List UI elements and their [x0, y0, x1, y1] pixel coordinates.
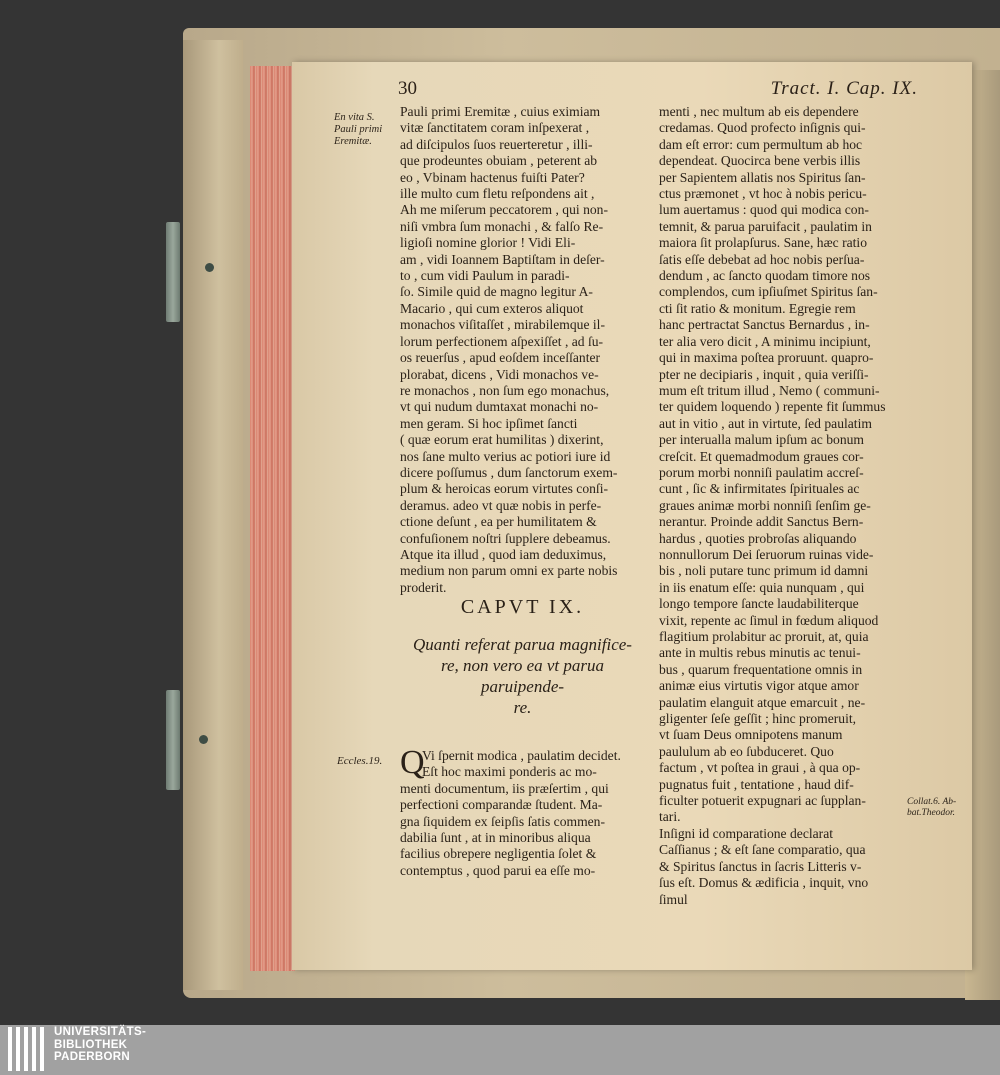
text-line: dicere poſſumus , dum ſanctorum exem-	[400, 464, 618, 480]
text-line: deramus. adeo vt quæ nobis in perfe-	[400, 497, 602, 513]
text-line: monachos viſitaſſet , mirabilemque il-	[400, 317, 605, 333]
text-line: temnit, & parua paruifacit , paulatim in	[659, 218, 872, 234]
text-line: ligioſi nomine glorior ! Vidi Eli-	[400, 235, 576, 251]
footer-bar	[0, 1025, 1000, 1075]
stud-lower	[199, 735, 208, 744]
text-line: hardus , quoties probroſas aliquando	[659, 530, 857, 546]
text-line: maiora ſit prolapſurus. Sane, hæc ratio	[659, 235, 868, 251]
library-logo-text	[54, 1026, 146, 1064]
text-line: paululum ab eo ſubduceret. Quo	[659, 743, 834, 759]
text-line: ( quæ eorum erat humilitas ) dixerint,	[400, 432, 604, 448]
text-line: factum , vt poſtea in graui , à qua op-	[659, 760, 861, 776]
text-line: lum auertamus : quod qui modica con-	[659, 202, 869, 218]
text-line: eo , Vbinam hactenus fuiſti Pater?	[400, 169, 585, 185]
running-title: Tract. I. Cap. IX.	[770, 78, 918, 99]
text-line: animæ eius virtutis vigor atque amor	[659, 678, 859, 694]
text-line: ſimul	[659, 891, 688, 907]
text-line: gna ſiquidem ex ſeipſis ſatis commen-	[400, 813, 605, 829]
text-line: pter ne decipiaris , inquit , quia veriſſi-	[659, 366, 869, 382]
text-line: cti ſit ratio & monitum. Egregie rem	[659, 300, 856, 316]
text-line: men geram. Si hoc ipſimet ſancti	[400, 415, 578, 431]
text-line: & Spiritus ſanctus in ſacris Litteris v-	[659, 858, 862, 874]
text-line: flagitium prolabitur ac proruit, at, quia	[659, 629, 869, 644]
page-edges	[250, 66, 295, 971]
text-line: ſus eſt. Domus & ædificia , inquit, vno	[659, 875, 869, 891]
subtitle-line: Quanti referat parua magnifice-	[413, 635, 632, 654]
text-line: ficulter potuerit expugnari ac ſupplan-	[659, 793, 866, 809]
text-line: Pauli primi Eremitæ , cuius eximiam	[400, 104, 601, 119]
text-line: longo tempore ſancte laudabiliterque	[659, 596, 859, 612]
margin-note-eccles: Eccles.19.	[337, 755, 383, 767]
text-line: hanc pertractat Sanctus Bernardus , in-	[659, 317, 870, 333]
text-line: Eſt hoc maximi ponderis ac mo-	[422, 764, 597, 780]
margin-note-line: Eremitæ.	[334, 136, 372, 147]
text-line: ſatis eſſe debebat ad hoc nobis perſua-	[659, 251, 865, 267]
text-line: que prodeuntes obuiam , peterent ab	[400, 153, 598, 169]
text-line: mum eſt tritum illud , Nemo ( communi-	[659, 382, 880, 398]
text-line: dependeat. Quocirca bene verbis illis	[659, 153, 861, 169]
text-line: ctione deſunt , ea per humilitatem &	[400, 514, 597, 530]
text-line: cunt , ſic & infirmitates ſpirituales ac	[659, 481, 860, 497]
margin-note-line: Pauli primi	[334, 124, 383, 135]
text-line: nos ſane multo verius ac potiori iure id	[400, 448, 611, 464]
logo-line: PADERBORN	[54, 1051, 130, 1063]
library-logo-icon	[8, 1027, 46, 1071]
text-line: re monachos , non ſum ego monachus,	[400, 382, 610, 398]
text-line: nerantur. Proinde addit Sanctus Bern-	[659, 514, 864, 530]
text-line: Caſſianus ; & eſt ſane comparatio, qua	[659, 842, 866, 858]
text-line: per Sapientem allatis nos Spiritus ſan-	[659, 169, 866, 185]
text-line: Vi ſpernit modica , paulatim decidet.	[422, 748, 621, 763]
drop-capital: Q	[400, 744, 425, 781]
text-line: confuſionem noſtri ſupplere debeamus.	[400, 530, 611, 546]
text-line: Ah me miſerum peccatorem , qui non-	[400, 202, 608, 218]
clasp-lower	[166, 690, 180, 790]
text-line: complendos, cum ipſiuſmet Spiritus ſan-	[659, 284, 878, 300]
text-line: ctus præmonet , vt hoc à nobis pericu-	[659, 186, 867, 202]
text-line: aut in vitio , aut in virtute, ſed paulatim	[659, 415, 872, 431]
text-line: Atque ita illud , quod iam deduximus,	[400, 546, 607, 562]
text-line: perfectioni comparandæ ſtudent. Ma-	[400, 797, 603, 813]
text-line: creſcit. Et quemadmodum graues cor-	[659, 448, 864, 464]
clasp-upper	[166, 222, 180, 322]
text-line: contemptus , quod parui ea eſſe mo-	[400, 862, 596, 878]
text-line: am , vidi Ioannem Baptiſtam in deſer-	[400, 251, 605, 267]
page-header	[398, 78, 918, 102]
text-line: ter alia vero dicit , A minimu incipiunt,	[659, 333, 871, 349]
stud-upper	[205, 263, 214, 272]
text-line: dabilia ſunt , at in minoribus aliqua	[400, 830, 591, 846]
margin-note-collat	[907, 797, 956, 819]
logo-line: BIBLIOTHEK	[54, 1038, 128, 1051]
text-line: ille multo cum fletu reſpondens ait ,	[400, 186, 595, 202]
text-line: medium non parum omni ex parte nobis	[400, 563, 618, 579]
page-number: 30	[398, 78, 417, 99]
text-line: lorum perfectionem aſpexiſſet , ad ſu-	[400, 333, 604, 349]
text-line: Inſigni id comparatione declarat	[659, 825, 834, 841]
text-line: ter quidem loquendo ) repente fit ſummus	[659, 399, 886, 415]
text-line: dam eſt error: cum permultum ab hoc	[659, 136, 863, 152]
subtitle-line: paruipende-	[480, 677, 565, 696]
text-line: ad diſcipulos ſuos reuerteretur , illi-	[400, 136, 593, 152]
text-line: gligenter ſeſe geſſit ; hinc promeruit,	[659, 711, 857, 727]
text-line: menti , nec multum ab eis dependere	[659, 104, 859, 119]
text-line: niſi vmbra ſum monachi , & falſo Re-	[400, 218, 604, 234]
text-line: vixit, repente ac ſimul in fœdum aliquod	[659, 612, 879, 628]
text-line: paulatim elanguit atque emarcuit , ne-	[659, 694, 866, 710]
text-line: qui in maxima poſtea proruunt. quapro-	[659, 350, 874, 366]
margin-note-vita	[334, 112, 382, 148]
text-line: plorabat, dicens , Vidi monachos ve-	[400, 366, 599, 382]
text-line: per interualla malum ipſum ac bonum	[659, 432, 864, 448]
text-line: menti documentum, iis præſertim , qui	[400, 780, 609, 796]
text-line: in iis enatum eſſe: quia nunquam , qui	[659, 579, 865, 595]
cover-edge	[183, 40, 243, 990]
text-line: plum & heroicas eorum virtutes conſi-	[400, 481, 609, 497]
text-line: Macario , qui cum exteros aliquot	[400, 300, 584, 316]
text-line: vt qui nudum dumtaxat monachi no-	[400, 399, 599, 415]
subtitle-line: re.	[513, 698, 532, 717]
logo-line: UNIVERSITÄTS-	[54, 1026, 147, 1038]
text-line: credamas. Quod profecto inſignis qui-	[659, 120, 866, 136]
text-line: bis , noli putare tunc primum id damni	[659, 563, 869, 579]
subtitle-line: re, non vero ea vt parua	[440, 656, 605, 675]
left-column-text	[400, 104, 645, 596]
text-line: ſo. Simile quid de magno legitur A-	[400, 284, 593, 300]
chapter-subtitle	[400, 634, 645, 718]
text-line: bus , quarum frequentatione omnis in	[659, 661, 863, 677]
text-line: dendum , ac ſancto quodam timore nos	[659, 268, 871, 284]
text-line: to , cum vidi Paulum in paradi-	[400, 268, 570, 284]
text-line: nonnullorum Dei ſeruorum ruinas vide-	[659, 546, 874, 562]
text-line: proderit.	[400, 579, 447, 595]
text-line: pugnatus fuit , tentatione , haud dif-	[659, 776, 854, 792]
margin-note-line: bat.Theodor.	[907, 808, 956, 818]
chapter-body-text	[400, 744, 645, 879]
text-line: facilius obrepere negligentia ſolet &	[400, 846, 597, 862]
margin-note-line: En vita S.	[334, 112, 375, 123]
text-line: porum morbi nonniſi paulatim accreſ-	[659, 464, 864, 480]
text-line: vt ſuam Deus omnipotens manum	[659, 727, 843, 743]
text-line: tari.	[659, 809, 681, 825]
text-line: ante in multis rebus minutis ac tenui-	[659, 645, 861, 661]
right-column-text	[659, 104, 907, 908]
margin-note-line: Collat.6. Ab-	[907, 797, 957, 807]
text-line: graues animæ morbi nonniſi ſenſim ge-	[659, 497, 871, 513]
text-line: os reuerſus , apud eoſdem inceſſanter	[400, 350, 601, 366]
text-line: vitæ ſanctitatem coram inſpexerat ,	[400, 120, 590, 136]
chapter-title: CAPVT IX.	[460, 596, 585, 618]
